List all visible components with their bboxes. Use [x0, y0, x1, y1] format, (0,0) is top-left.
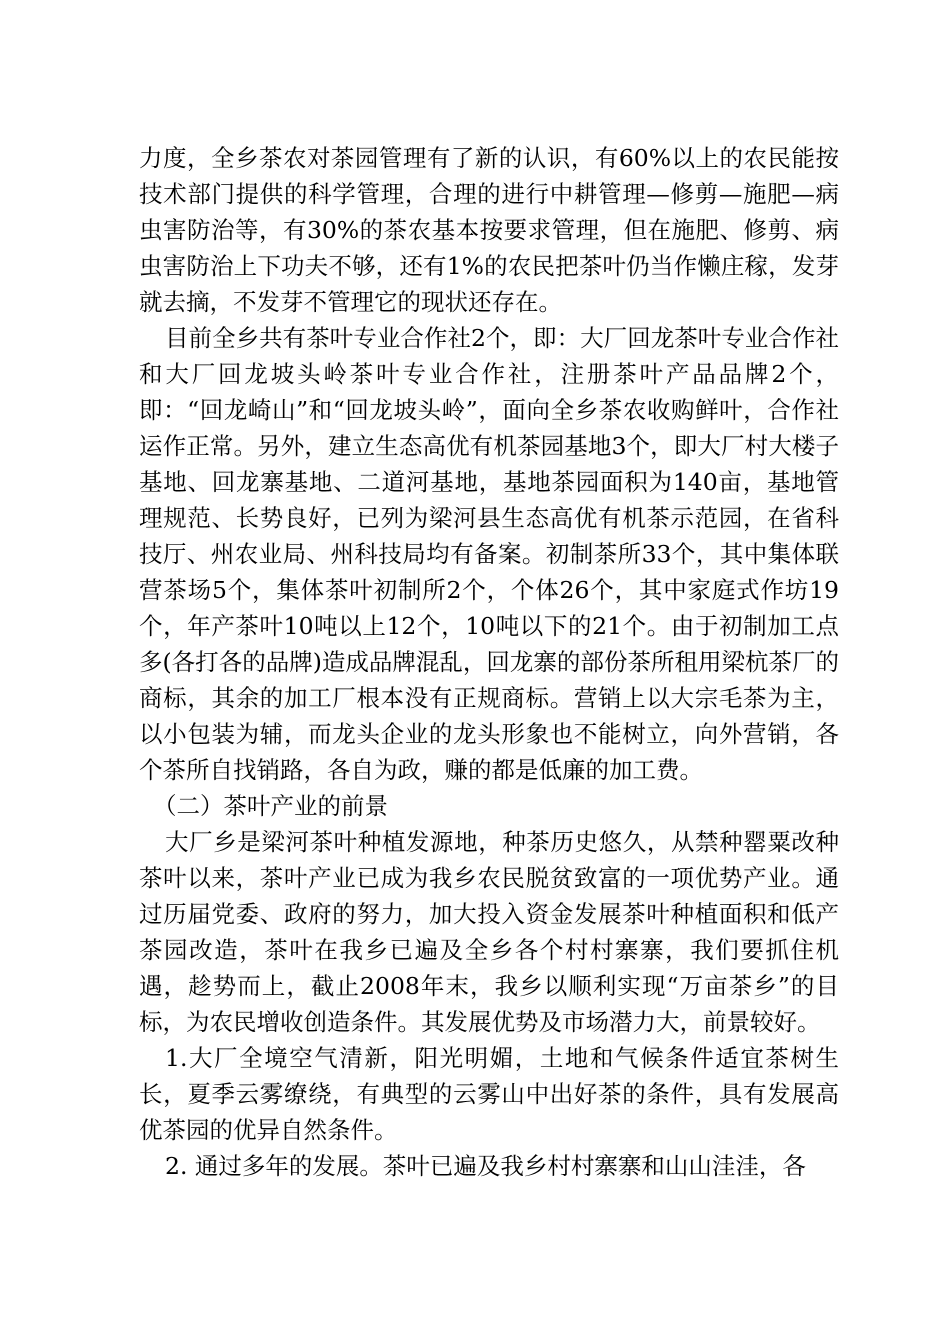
body-paragraph-3: 大厂乡是梁河茶叶种植发源地，种茶历史悠久，从禁种罂粟改种茶叶以来，茶叶产业已成为我乡农民脱贫致富的一项优势产业。通过历届党委、政府的努力，加大投入资金发展茶叶种植面积和低产茶园改造，茶叶在我乡已遍及全乡各个村村寨寨，我们要抓住机遇，趁势而上，截止2008年末，我乡以顺利实现“万亩茶乡”的目标，为农民增收创造条件。其发展优势及市场潜力大，前景较好。	[139, 828, 839, 1036]
list-item-2: 2. 通过多年的发展。茶叶已遍及我乡村村寨寨和山山洼洼，各	[165, 1152, 806, 1180]
list-item-1: 1.大厂全境空气清新，阳光明媚，土地和气候条件适宜茶树生长，夏季云雾缭绕，有典型的云雾山中出好茶的条件，具有发展高优茶园的优异自然条件。	[139, 1044, 839, 1144]
section-heading: （二）茶叶产业的前景	[153, 792, 388, 820]
body-paragraph-2: 目前全乡共有茶叶专业合作社2个，即：大厂回龙茶叶专业合作社和大厂回龙坡头岭茶叶专业合作社，注册茶叶产品品牌2个，即：“回龙崎山”和“回龙坡头岭”，面向全乡茶农收购鲜叶，合作社运作正常。另外，建立生态高优有机茶园基地3个，即大厂村大楼子基地、回龙寨基地、二道河基地，基地茶园面积为140亩，基地管理规范、长势良好，已列为梁河县生态高优有机茶示范园，在省科技厅、州农业局、州科技局均有备案。初制茶所33个，其中集体联营茶场5个，集体茶叶初制所2个，个体26个，其中家庭式作坊19个，年产茶叶10吨以上12个，10吨以下的21个。由于初制加工点多(各打各的品牌)造成品牌混乱，回龙寨的部份茶所租用梁杭茶厂的商标，其余的加工厂根本没有正规商标。营销上以大宗毛茶为主，以小包装为辅，而龙头企业的龙头形象也不能树立，向外营销，各个茶所自找销路，各自为政，赚的都是低廉的加工费。	[139, 324, 839, 784]
document-page	[139, 140, 839, 1184]
body-paragraph-1: 力度，全乡茶农对茶园管理有了新的认识，有60%以上的农民能按技术部门提供的科学管理，合理的进行中耕管理—修剪—施肥—病虫害防治等，有30%的茶农基本按要求管理，但在施肥、修剪、病虫害防治上下功夫不够，还有1%的农民把茶叶仍当作懒庄稼，发芽就去摘，不发芽不管理它的现状还存在。	[139, 144, 839, 316]
